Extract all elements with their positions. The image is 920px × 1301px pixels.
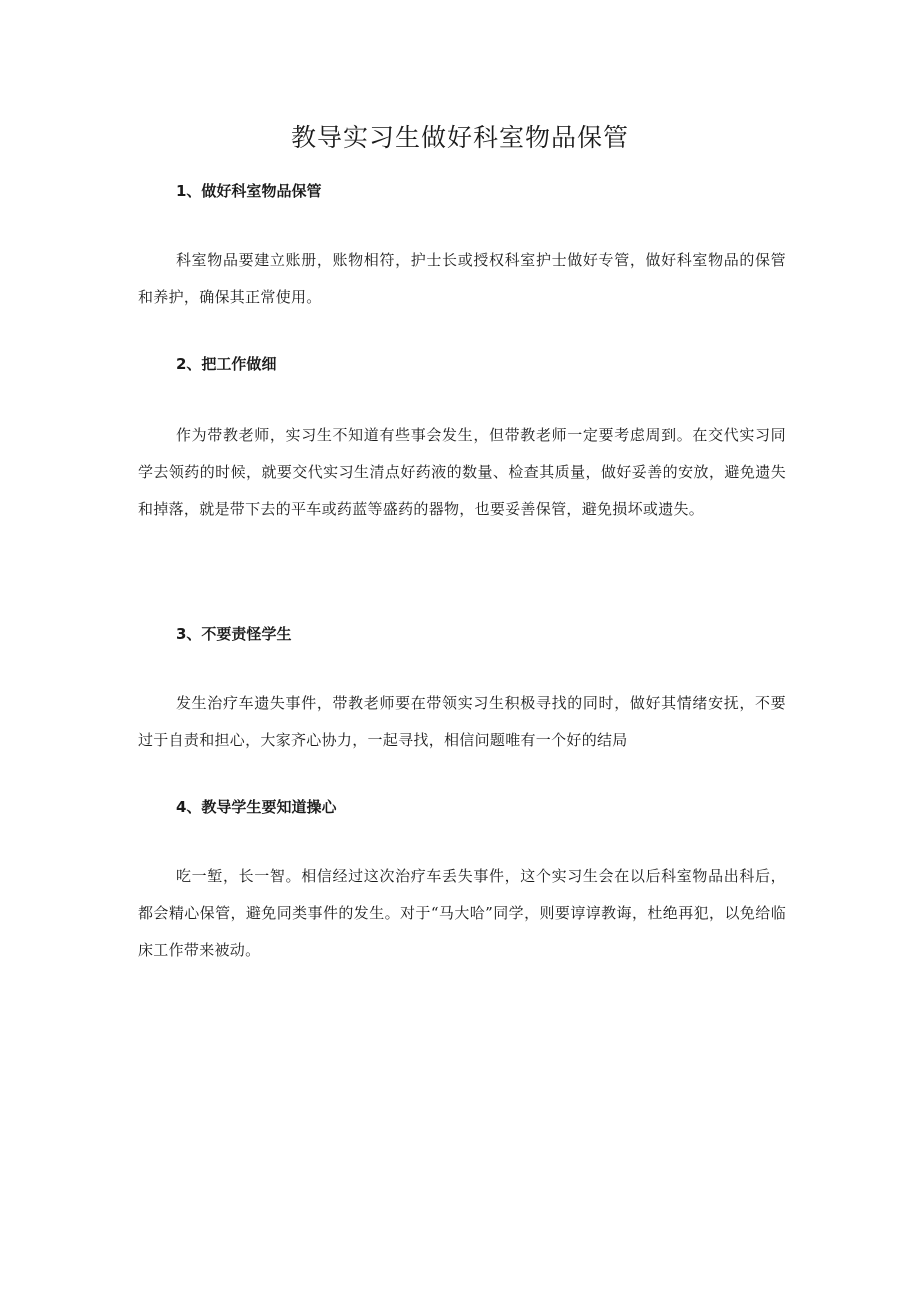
section-paragraph-4: 吃一堑，长一智。相信经过这次治疗车丢失事件，这个实习生会在以后科室物品出科后，都会精心保管，避免同类事件的发生。对于“马大哈”同学，则要谆谆教诲，杜绝再犯，以免给临床工作带来被动。: [138, 867, 786, 959]
section-paragraph-3: 发生治疗车遗失事件，带教老师要在带领实习生积极寻找的同时，做好其情绪安抚，不要过于自责和担心，大家齐心协力，一起寻找，相信问题唯有一个好的结局: [138, 694, 786, 749]
section-heading-4: 4、教导学生要知道操心: [176, 798, 337, 816]
section-paragraph-1: 科室物品要建立账册，账物相符，护士长或授权科室护士做好专管，做好科室物品的保管和养护，确保其正常使用。: [138, 251, 786, 306]
document-title: 教导实习生做好科室物品保管: [290, 123, 629, 152]
section-heading-3: 3、不要责怪学生: [176, 625, 292, 643]
section-heading-1: 1、做好科室物品保管: [176, 182, 322, 200]
section-paragraph-2: 作为带教老师，实习生不知道有些事会发生，但带教老师一定要考虑周到。在交代实习同学去领药的时候，就要交代实习生清点好药液的数量、检查其质量，做好妥善的安放，避免遗失和掉落，就是带下去的平车或药蓝等盛药的器物，也要妥善保管，避免损坏或遗失。: [138, 426, 786, 518]
section-heading-2: 2、把工作做细: [176, 355, 277, 373]
